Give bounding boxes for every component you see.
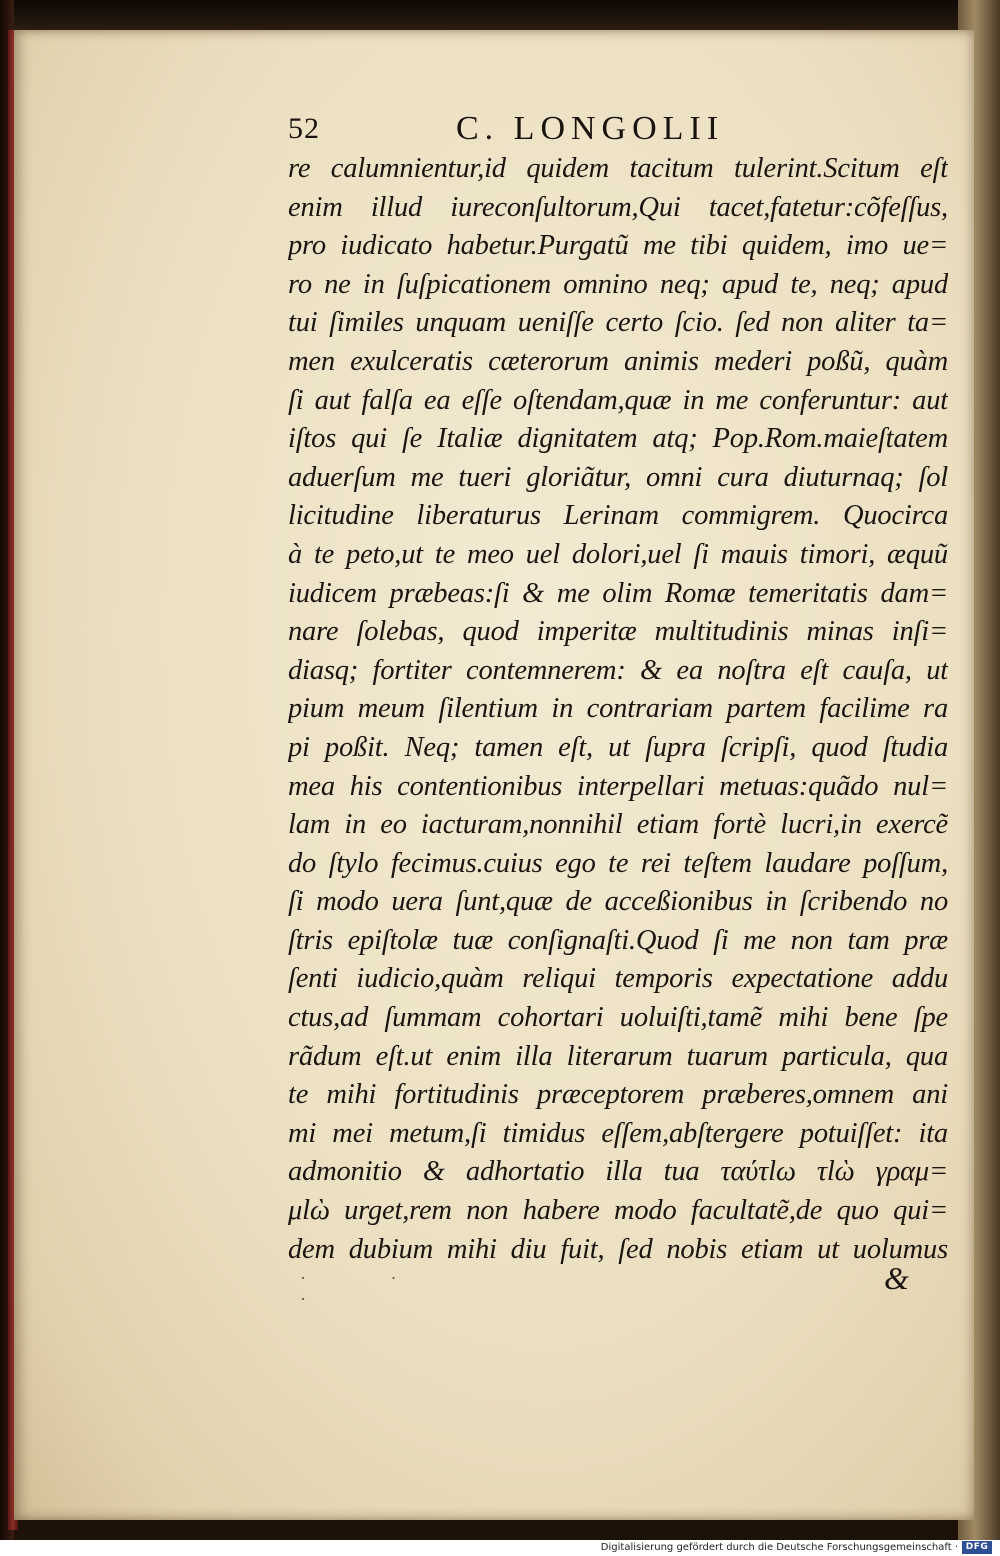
text-line: ſenti iudicio,quàm reliqui temporis expectatione addu xyxy=(288,963,948,995)
page-header xyxy=(288,108,948,150)
text-line: men exulceratis cæterorum animis mederi poßũ, quàm xyxy=(288,345,948,377)
page-number: 52 xyxy=(288,112,320,145)
catchword: & xyxy=(884,1260,909,1296)
running-head: C. LONGOLII xyxy=(456,110,725,147)
text-line: pi poßit. Neq; tamen eſt, ut ſupra ſcripſi, quod ſtudia xyxy=(288,731,948,763)
dfg-logo-icon: DFG xyxy=(962,1541,992,1554)
text-line: à te peto,ut te meo uel dolori,uel ſi mauis timori, æquũ xyxy=(288,538,948,570)
text-line: rãdum eſt.ut enim illa literarum tuarum particula, qua xyxy=(288,1040,948,1072)
text-line: enim illud iureconſultorum,Qui tacet,fatetur:cõfeſſus, xyxy=(288,191,948,223)
text-line: mea his contentionibus interpellari metuas:quãdo nul= xyxy=(288,770,948,802)
text-line: dem dubium mihi diu fuit, ſed nobis etiam ut uolumus xyxy=(288,1233,948,1265)
text-line: ro ne in ſuſpicationem omnino neq; apud te, neq; apud xyxy=(288,268,948,300)
signature-marks: · · · xyxy=(300,1268,437,1309)
text-line: admonitio & adhortatio illa tua ταύτlω τlὼ γραμ= xyxy=(288,1156,948,1188)
text-line: ctus,ad ſummam cohortari uoluiſti,tamẽ mihi bene ſpe xyxy=(288,1002,948,1034)
text-line: mi mei metum,ſi timidus eſſem,abſtergere potuiſſet: ita xyxy=(288,1117,948,1149)
text-line: re calumnientur,id quidem tacitum tulerint.Scitum eſt xyxy=(288,153,948,184)
text-line: pium meum ſilentium in contrariam partem facilime ra xyxy=(288,693,948,725)
text-line: tui ſimiles unquam ueniſſe certo ſcio. ſed non aliter ta= xyxy=(288,307,948,339)
digitization-credit: Digitalisierung gefördert durch die Deutsche Forschungsgemeinschaft · xyxy=(600,1542,958,1553)
body-text xyxy=(288,150,948,1269)
text-line: te mihi fortitudinis præceptorem præberes,omnem ani xyxy=(288,1079,948,1111)
text-line: ſtris epiſtolæ tuæ conſignaſti.Quod ſi me non tam præ xyxy=(288,924,948,956)
scanner-background-top xyxy=(0,0,1000,30)
text-line: μlὼ urget,rem non habere modo facultatẽ,de quo qui= xyxy=(288,1195,948,1227)
text-line: do ſtylo fecimus.cuius ego te rei teſtem laudare poſſum, xyxy=(288,847,948,879)
text-line: diasq; fortiter contemnerem: & ea noſtra eſt cauſa, ut xyxy=(288,654,948,686)
text-line: nare ſolebas, quod imperitæ multitudinis minas inſi= xyxy=(288,616,948,648)
text-line: pro iudicato habetur.Purgatũ me tibi quidem, imo ue= xyxy=(288,230,948,262)
text-line: ſi aut falſa ea eſſe oſtendam,quæ in me conferuntur: aut xyxy=(288,384,948,416)
text-line: licitudine liberaturus Lerinam commigrem. Quocirca xyxy=(288,500,948,532)
text-line: aduerſum me tueri gloriãtur, omni cura diuturnaq; ſol xyxy=(288,461,948,493)
text-line: ſi modo uera ſunt,quæ de acceßionibus in ſcribendo no xyxy=(288,886,948,918)
text-line: lam in eo iacturam,nonnihil etiam fortè lucri,in exercẽ xyxy=(288,809,948,841)
text-line: iſtos qui ſe Italiæ dignitatem atq; Pop.Rom.maieſtatem xyxy=(288,423,948,455)
text-line: iudicem præbeas:ſi & me olim Romæ temeritatis dam= xyxy=(288,577,948,609)
